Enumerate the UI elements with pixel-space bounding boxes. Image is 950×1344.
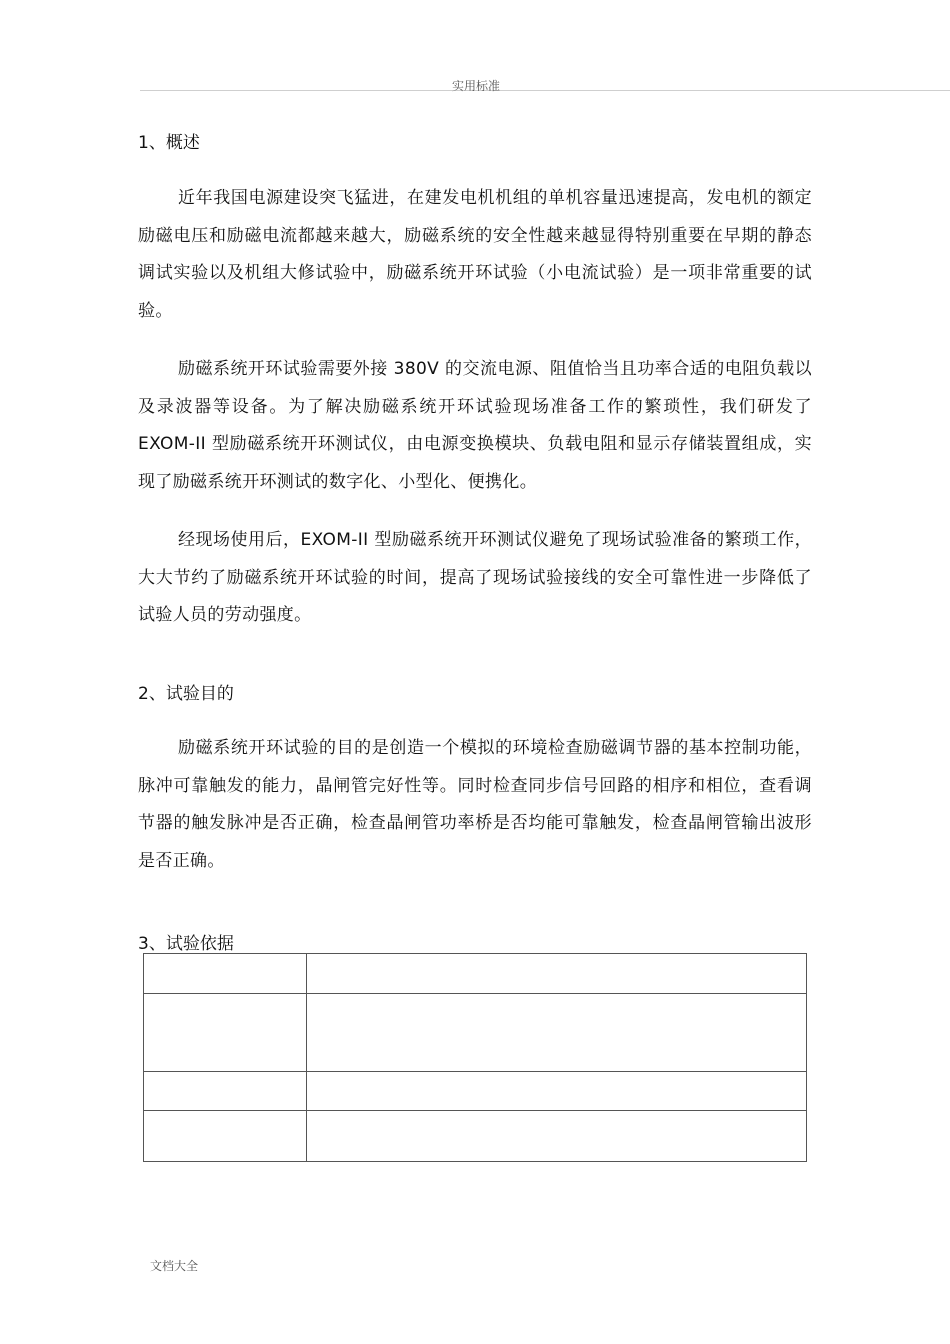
section-1-heading: 1、概述 [138,133,200,153]
table-row [144,994,807,1072]
table-cell [144,1072,307,1111]
table-cell [144,994,307,1072]
header-rule [140,90,950,91]
table-cell [307,994,807,1072]
table-cell [144,954,307,994]
table-cell [307,1072,807,1111]
page-footer: 文档大全 [150,1259,199,1273]
section-2-heading: 2、试验目的 [138,684,234,704]
section-2-paragraph-1: 励磁系统开环试验的目的是创造一个模拟的环境检查励磁调节器的基本控制功能，脉冲可靠触发的能力，晶闸管完好性等。同时检查同步信号回路的相序和相位，查看调节器的触发脉冲是否正确，检查晶闸管功率桥是否均能可靠触发，检查晶闸管输出波形是否正确。 [138,738,812,871]
table-row [144,954,807,994]
page-header: 实用标准 [452,79,501,93]
table-row [144,1111,807,1162]
section-1-paragraph-2: 励磁系统开环试验需要外接 380V 的交流电源、阻值恰当且功率合适的电阻负载以及录波器等设备。为了解决励磁系统开环试验现场准备工作的繁琐性，我们研发了 EXOM-II 型励磁系统开环测试仪，由电源变换模块、负载电阻和显示存储装置组成，实现了励磁系统开环测试的数字化、小型化、便携化。 [138,359,812,492]
table-cell [307,1111,807,1162]
section-1-paragraph-3: 经现场使用后，EXOM-II 型励磁系统开环测试仪避免了现场试验准备的繁琐工作，大大节约了励磁系统开环试验的时间，提高了现场试验接线的安全可靠性进一步降低了试验人员的劳动强度。 [138,530,812,625]
section-1-paragraph-1: 近年我国电源建设突飞猛进，在建发电机机组的单机容量迅速提高，发电机的额定励磁电压和励磁电流都越来越大，励磁系统的安全性越来越显得特别重要在早期的静态调试实验以及机组大修试验中，励磁系统开环试验（小电流试验）是一项非常重要的试验。 [138,188,812,321]
section-3-heading: 3、试验依据 [138,934,234,954]
table-row [144,1072,807,1111]
table-cell [144,1111,307,1162]
basis-table [143,953,807,1162]
table-cell [307,954,807,994]
